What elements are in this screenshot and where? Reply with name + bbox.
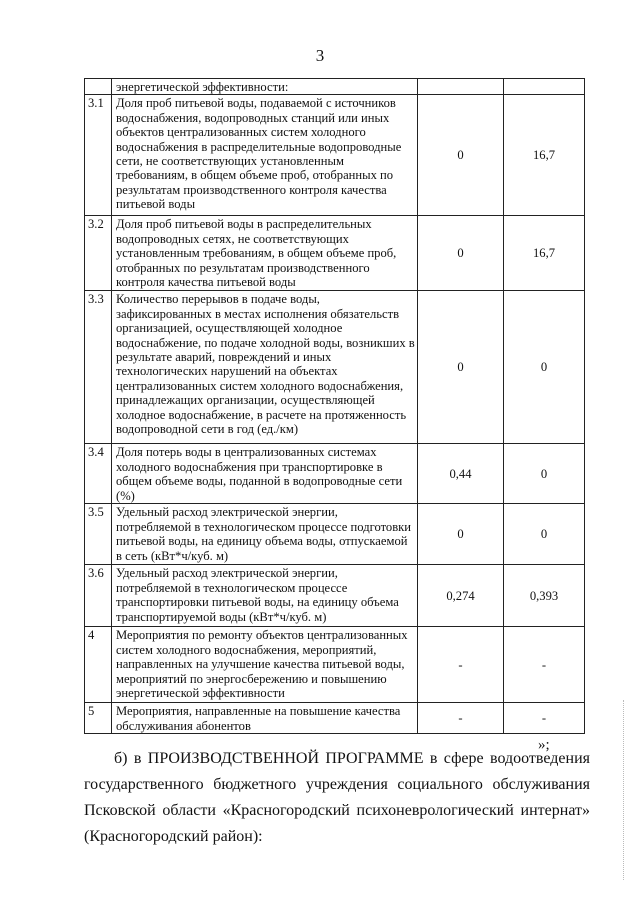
row-number: 4 (85, 627, 112, 703)
row-description: Доля проб питьевой воды в распределительных водопроводных сетях, не соответствующих установленным требованиям, в общем объеме проб, отобранных по результатам производственного контроля качества питьевой воды (112, 216, 418, 291)
row-number (85, 79, 112, 95)
row-description: Мероприятия, направленные на повышение качества обслуживания абонентов (112, 703, 418, 734)
table-row (85, 703, 585, 734)
table-row (85, 627, 585, 703)
row-number: 3.3 (85, 291, 112, 444)
value-col-2: 0,393 (504, 565, 585, 627)
row-description: Мероприятия по ремонту объектов централизованных систем холодного водоснабжения, мероприятий, направленных на улучшение качества питьевой воды, мероприятий по энергосбережению и повышению энергетической эффективности (112, 627, 418, 703)
value-col-2: 0 (504, 444, 585, 504)
value-col-1: 0 (418, 291, 504, 444)
value-col-2: 16,7 (504, 95, 585, 216)
value-col-2: 0 (504, 291, 585, 444)
table-row (85, 444, 585, 504)
value-col-1: 0 (418, 504, 504, 565)
row-number: 3.2 (85, 216, 112, 291)
table-row (85, 79, 585, 95)
value-col-2: 16,7 (504, 216, 585, 291)
value-col-1: 0 (418, 216, 504, 291)
row-description: Удельный расход электрической энергии, потребляемой в технологическом процессе подготовки питьевой воды, на единицу объема воды, отпускаемой в сеть (кВт*ч/куб. м) (112, 504, 418, 565)
row-description: Доля потерь воды в централизованных системах холодного водоснабжения при транспортировке в общем объеме воды, поданной в водопроводные сети (%) (112, 444, 418, 504)
value-col-1: - (418, 627, 504, 703)
closing-quote-mark: »; (538, 737, 550, 753)
row-description: Удельный расход электрической энергии, потребляемой в технологическом процессе транспортировки питьевой воды, на единицу объема транспортируемой воды (кВт*ч/куб. м) (112, 565, 418, 627)
row-number: 3.1 (85, 95, 112, 216)
value-col-1: 0,274 (418, 565, 504, 627)
value-col-2: - (504, 703, 585, 734)
value-col-1: 0 (418, 95, 504, 216)
table-row (85, 95, 585, 216)
indicators-table (84, 78, 585, 734)
row-number: 5 (85, 703, 112, 734)
table-row (85, 565, 585, 627)
row-number: 3.5 (85, 504, 112, 565)
row-number: 3.6 (85, 565, 112, 627)
page-number: 3 (315, 46, 325, 65)
row-number: 3.4 (85, 444, 112, 504)
section-paragraph (84, 746, 590, 850)
row-description: энергетической эффективности: (112, 79, 418, 95)
table-row (85, 291, 585, 444)
value-col-1 (418, 79, 504, 95)
scan-edge-marks (623, 700, 634, 880)
row-description: Доля проб питьевой воды, подаваемой с источников водоснабжения, водопроводных станций или иных объектов централизованных систем холодного водоснабжения в распределительные водопроводные сети, не соответствующих установленным требованиям, в общем объеме проб, отобранных по результатам производственного контроля качества питьевой воды (112, 95, 418, 216)
value-col-2: - (504, 627, 585, 703)
value-col-1: - (418, 703, 504, 734)
value-col-1: 0,44 (418, 444, 504, 504)
table-row (85, 216, 585, 291)
table-row (85, 504, 585, 565)
row-description: Количество перерывов в подаче воды, зафиксированных в местах исполнения обязательств организацией, осуществляющей холодное водоснабжение, по подаче холодной воды, возникших в результате аварий, повреждений и иных технологических нарушений на объектах централизованных систем холодного водоснабжения, принадлежащих организации, осуществляющей холодное водоснабжение, в расчете на протяженность водопроводной сети в год (ед./км) (112, 291, 418, 444)
value-col-2 (504, 79, 585, 95)
value-col-2: 0 (504, 504, 585, 565)
paragraph-text: б) в ПРОИЗВОДСТВЕННОЙ ПРОГРАММЕ в сфере водоотведения государственного бюджетного учреждения социального обслуживания Псковской области «Красногородский психоневрологический интернат» (Красногородский район): (84, 750, 590, 845)
